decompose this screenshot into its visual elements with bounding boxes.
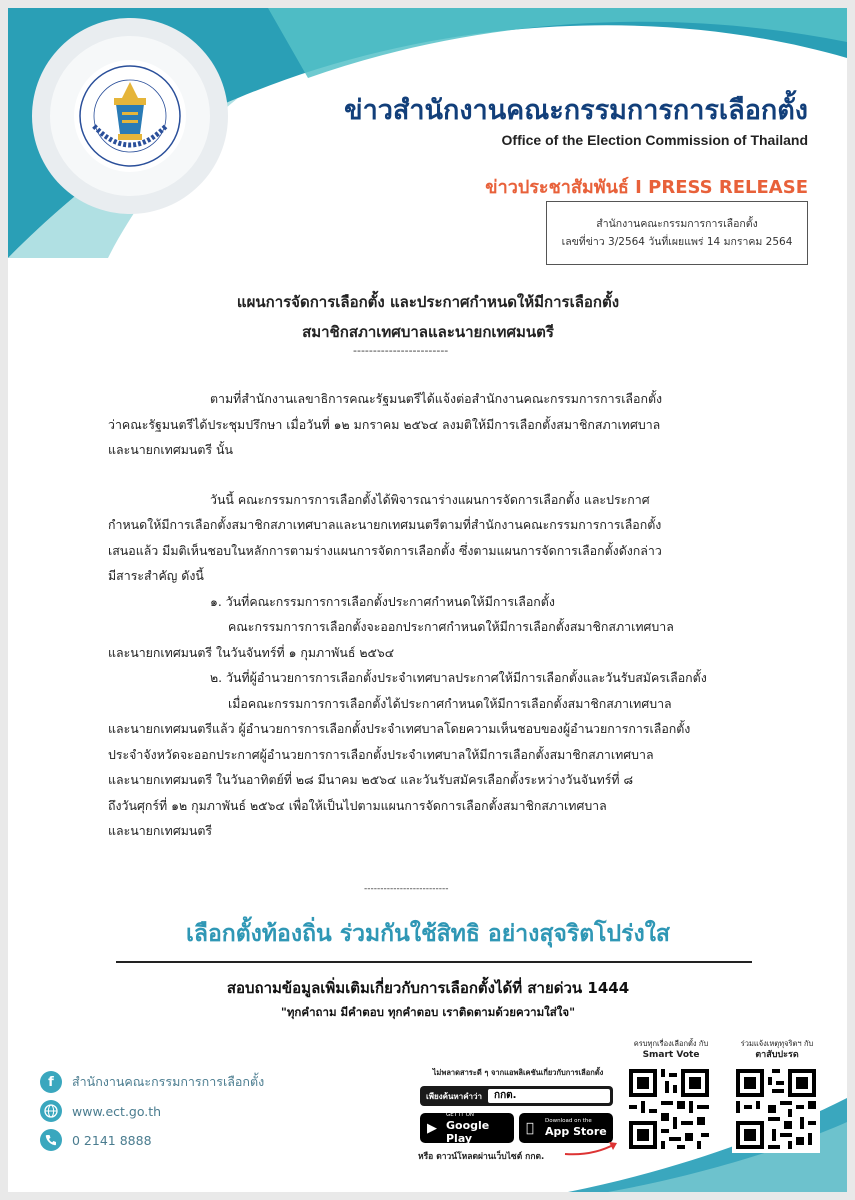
org-name-english: Office of the Election Commission of Thailand — [501, 132, 808, 148]
app-store-text: App Store — [545, 1125, 607, 1138]
download-web-text: หรือ ดาวน์โหลดผ่านเว็บไซต์ กกต. — [418, 1152, 545, 1162]
body-line: และนายกเทศมนตรี — [108, 823, 213, 838]
release-body — [108, 386, 748, 844]
body-line: และนายกเทศมนตรี ในวันอาทิตย์ที่ ๒๘ มีนาคม ๒๕๖๔ และวันรับสมัครเลือกตั้งระหว่างวันจันทร์ที่ ๘ — [108, 772, 634, 787]
facebook-icon: f — [40, 1071, 62, 1093]
qr2-caption-text: ร่วมแจ้งเหตุทุจริตฯ กับ — [740, 1039, 814, 1048]
body-line: และนายกเทศมนตรี นั้น — [108, 442, 233, 457]
search-value: กกต. — [488, 1089, 610, 1103]
tasapparod-qr-code[interactable] — [732, 1065, 820, 1153]
release-title — [128, 287, 728, 347]
body-line: ว่าคณะรัฐมนตรีได้ประชุมปรึกษา เมื่อวันที่ ๑๒ มกราคม ๒๕๖๔ ลงมติให้มีการเลือกตั้งสมาชิกสภาเทศบาล — [108, 416, 661, 432]
globe-icon — [40, 1100, 62, 1122]
item-2-heading: ๒. วันที่ผู้อำนวยการการเลือกตั้งประจำเทศบาลประกาศให้มีการเลือกตั้งและวันรับสมัครเลือกตั้ง — [210, 670, 707, 685]
search-label: เพียงค้นหาคำว่า — [426, 1091, 483, 1101]
end-separator: -------------------------- — [364, 884, 449, 894]
org-name-thai: ข่าวสำนักงานคณะกรรมการการเลือกตั้ง — [344, 95, 808, 126]
item-1-heading: ๑. วันที่คณะกรรมการการเลือกตั้งประกาศกำหนดให้มีการเลือกตั้ง — [210, 593, 555, 609]
paragraph-2 — [108, 487, 748, 844]
google-play-small-text: GET IT ON — [446, 1111, 475, 1118]
google-play-text: Google Play — [446, 1118, 490, 1145]
footer-divider — [116, 961, 752, 963]
campaign-slogan: เลือกตั้งท้องถิ่น ร่วมกันใช้สิทธิ อย่างสุจริตโปร่งใส — [186, 921, 670, 947]
app-store-small-text: Download on the — [545, 1118, 592, 1124]
qr1-app-name: Smart Vote — [642, 1050, 700, 1060]
press-release-page — [8, 8, 847, 1192]
body-line: มีสาระสำคัญ ดังนี้ — [108, 568, 204, 583]
release-info-box — [546, 201, 808, 265]
body-line: คณะกรรมการการเลือกตั้งจะออกประกาศกำหนดให้มีการเลือกตั้งสมาชิกสภาเทศบาล — [228, 619, 674, 634]
qr2-caption — [722, 1038, 832, 1061]
qr1-caption-text: ครบทุกเรื่องเลือกตั้ง กับ — [633, 1039, 709, 1048]
body-line: เมื่อคณะกรรมการการเลือกตั้งได้ประกาศกำหนดให้มีการเลือกตั้งสมาชิกสภาเทศบาล — [228, 695, 672, 711]
ect-seal-logo — [74, 60, 186, 172]
app-promo-text: ไม่พลาดสาระดี ๆ จากแอพลิเคชันเกี่ยวกับการเลือกตั้ง — [432, 1068, 604, 1077]
press-release-label: ข่าวประชาสัมพันธ์ I PRESS RELEASE — [485, 177, 808, 198]
body-line: และนายกเทศมนตรีแล้ว ผู้อำนวยการการเลือกตั้งประจำเทศบาลโดยความเห็นชอบของผู้อำนวยการการเลือกตั้ง — [108, 721, 691, 736]
info-line-number-date: เลขที่ข่าว 3/2564 วันที่เผยแพร่ 14 มกราคม 2564 — [561, 236, 793, 248]
body-line: เสนอแล้ว มีมติเห็นชอบในหลักการตามร่างแผนการจัดการเลือกตั้ง ซึ่งตามแผนการจัดการเลือกตั้งดังกล่าว — [108, 542, 662, 558]
apple-icon — [526, 1121, 534, 1136]
arrow-icon — [563, 1138, 623, 1158]
website-url: www.ect.go.th — [72, 1103, 162, 1119]
app-search-bar — [420, 1086, 613, 1106]
play-store-icon: ▶ — [427, 1121, 437, 1136]
qr1-caption — [616, 1038, 726, 1061]
hotline-quote: "ทุกคำถาม มีคำตอบ ทุกคำตอบ เราติดตามด้วยความใส่ใจ" — [280, 1005, 576, 1019]
paragraph-1 — [108, 386, 748, 463]
body-line: ประจำจังหวัดจะออกประกาศผู้อำนวยการการเลือกตั้งประจำเทศบาลให้มีการเลือกตั้งสมาชิกสภาเทศบาล — [108, 746, 654, 762]
title-line-2: สมาชิกสภาเทศบาลและนายกเทศมนตรี — [302, 323, 554, 341]
google-play-badge[interactable] — [420, 1113, 514, 1143]
facebook-page-name: สำนักงานคณะกรรมการการเลือกตั้ง — [72, 1074, 265, 1089]
ballot-box-icon — [78, 64, 182, 168]
body-line: วันนี้ คณะกรรมการการเลือกตั้งได้พิจารณาร่างแผนการจัดการเลือกตั้ง และประกาศ — [210, 491, 650, 507]
phone-icon — [40, 1129, 62, 1151]
body-line: ตามที่สำนักงานเลขาธิการคณะรัฐมนตรีได้แจ้งต่อสำนักงานคณะกรรมการการเลือกตั้ง — [210, 391, 663, 406]
phone-contact[interactable] — [40, 1129, 152, 1151]
title-line-1: แผนการจัดการเลือกตั้ง และประกาศกำหนดให้มีการเลือกตั้ง — [236, 293, 620, 311]
phone-number: 0 2141 8888 — [72, 1132, 152, 1148]
facebook-contact[interactable] — [40, 1071, 264, 1093]
info-line-org: สำนักงานคณะกรรมการการเลือกตั้ง — [596, 218, 758, 230]
body-line: ถึงวันศุกร์ที่ ๑๒ กุมภาพันธ์ ๒๕๖๔ เพื่อให้เป็นไปตามแผนการจัดการเลือกตั้งสมาชิกสภาเทศบาล — [108, 797, 607, 813]
smart-vote-qr-code[interactable] — [625, 1065, 713, 1153]
hotline-contact: สอบถามข้อมูลเพิ่มเติมเกี่ยวกับการเลือกตั้งได้ที่ สายด่วน 1444 — [226, 979, 630, 997]
body-line: กำหนดให้มีการเลือกตั้งสมาชิกสภาเทศบาลและนายกเทศมนตรีตามที่สำนักงานคณะกรรมการการเลือกตั้ง — [108, 517, 662, 532]
title-separator: ------------------------ — [353, 344, 449, 357]
qr2-app-name: ตาสับปะรด — [755, 1050, 799, 1060]
website-contact[interactable] — [40, 1100, 161, 1122]
body-line: และนายกเทศมนตรี ในวันจันทร์ที่ ๑ กุมภาพันธ์ ๒๕๖๔ — [108, 644, 395, 660]
